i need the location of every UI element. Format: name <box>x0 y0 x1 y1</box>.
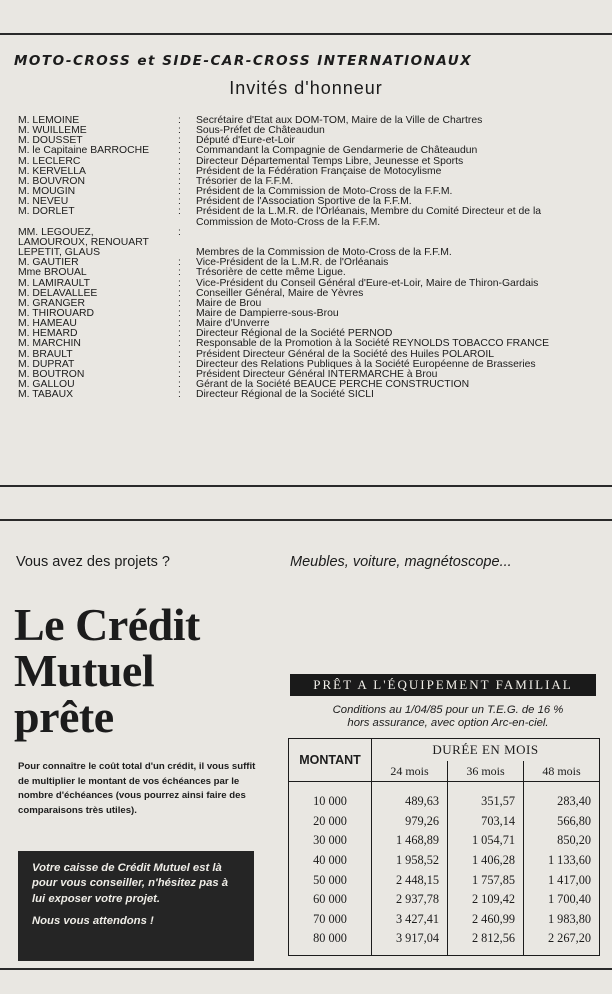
brand-verb: prête <box>14 691 114 742</box>
monthly-payment-cell: 1 054,71 <box>448 831 524 851</box>
guest-role: Trésorière de cette même Ligue. <box>196 267 346 279</box>
event-title: MOTO-CROSS et SIDE-CAR-CROSS INTERNATIONAUX <box>14 53 473 69</box>
guest-name: M. HAMEAU <box>18 318 77 330</box>
guest-role: Maire d'Unverre <box>196 318 270 330</box>
guest-name: M. BRAULT <box>18 348 73 360</box>
guest-separator: : <box>178 379 181 391</box>
table-row <box>289 782 600 812</box>
guest-role: Président de la L.M.R. de l'Orléanais, Membre du Comité Directeur et de la Commission de Moto-Cross de la F.F.M. <box>196 206 542 228</box>
guest-name: Mme BROUAL <box>18 267 87 279</box>
guest-separator: : <box>178 368 181 380</box>
loan-table <box>288 738 600 956</box>
guest-separator: : <box>178 257 181 269</box>
guest-separator: : <box>178 145 181 157</box>
monthly-payment-cell: 1 757,85 <box>448 870 524 890</box>
period-header: 24 mois <box>372 761 448 782</box>
loan-banner: PRÊT A L'ÉQUIPEMENT FAMILIAL <box>290 674 596 696</box>
amount-cell: 10 000 <box>289 782 372 812</box>
table-row <box>289 831 600 851</box>
monthly-payment-cell: 1 133,60 <box>524 851 600 871</box>
amount-cell: 20 000 <box>289 812 372 832</box>
monthly-payment-cell: 566,80 <box>524 812 600 832</box>
bottom-rule <box>0 968 612 970</box>
guest-name: M. DORLET <box>18 206 75 218</box>
guest-name: MM. LEGOUEZ, LAMOUROUX, RENOUART LEPETIT, GLAUS <box>18 226 149 259</box>
guest-separator: : <box>178 389 181 401</box>
guest-role: Président de l'Association Sportive de la F.F.M. <box>196 196 412 208</box>
amount-cell: 60 000 <box>289 890 372 910</box>
guest-list <box>18 116 608 400</box>
guest-role: Maire de Dampierre-sous-Brou <box>196 307 339 319</box>
amount-header: MONTANT <box>289 739 372 782</box>
guest-separator: : <box>178 115 181 126</box>
monthly-payment-cell: 351,57 <box>448 782 524 812</box>
guest-separator: : <box>178 277 181 289</box>
guest-role: Sous-Préfet de Châteaudun <box>196 125 325 137</box>
monthly-payment-cell: 3 917,04 <box>372 929 448 955</box>
guest-name: M. MOUGIN <box>18 186 76 198</box>
guest-row <box>18 289 608 299</box>
monthly-payment-cell: 1 958,52 <box>372 851 448 871</box>
brand-name: Le Crédit Mutuel <box>14 599 200 696</box>
monthly-payment-cell: 850,20 <box>524 831 600 851</box>
monthly-payment-cell: 979,26 <box>372 812 448 832</box>
guest-separator: : <box>178 348 181 360</box>
guest-separator: : <box>178 155 181 167</box>
guest-name: M. LAMIRAULT <box>18 277 90 289</box>
guest-row <box>18 268 608 278</box>
guest-name: M. HEMARD <box>18 328 78 340</box>
guest-separator: : <box>178 267 181 279</box>
guest-role: Président de la Commission de Moto-Cross de la F.F.M. <box>196 186 453 198</box>
guest-name: M. GALLOU <box>18 379 75 391</box>
guest-separator: : <box>178 196 181 208</box>
loan-conditions: Conditions au 1/04/85 pour un T.E.G. de 16 % hors assurance, avec option Arc-en-ciel. <box>332 704 564 729</box>
guest-row <box>18 309 608 319</box>
guest-separator: : <box>178 297 181 309</box>
period-header: 36 mois <box>448 761 524 782</box>
guest-name: M. DELAVALLEE <box>18 287 98 299</box>
guest-name: M. DOUSSET <box>18 135 83 147</box>
monthly-payment-cell: 2 460,99 <box>448 910 524 930</box>
monthly-payment-cell: 2 812,56 <box>448 929 524 955</box>
guest-separator: : <box>178 175 181 187</box>
amount-cell: 40 000 <box>289 851 372 871</box>
period-header: 48 mois <box>524 761 600 782</box>
guest-separator: : <box>178 135 181 147</box>
table-row <box>289 929 600 955</box>
monthly-payment-cell: 2 109,42 <box>448 890 524 910</box>
amount-cell: 70 000 <box>289 910 372 930</box>
advice-box <box>18 851 254 961</box>
guest-row <box>18 390 608 400</box>
middle-rule <box>0 485 612 487</box>
guest-separator: : <box>178 186 181 198</box>
monthly-payment-cell: 2 448,15 <box>372 870 448 890</box>
closing-text: Nous vous attendons ! <box>32 915 154 928</box>
monthly-payment-cell: 283,40 <box>524 782 600 812</box>
guest-name: M. LECLERC <box>18 155 81 167</box>
table-row <box>289 890 600 910</box>
guest-role: Président Directeur Général INTERMARCHE à Brou <box>196 368 438 380</box>
guest-separator: : <box>178 226 181 238</box>
guest-role: Directeur Départemental Temps Libre, Jeunesse et Sports <box>196 155 464 167</box>
table-row <box>289 910 600 930</box>
guest-row <box>18 228 608 258</box>
guest-role: Commandant la Compagnie de Gendarmerie de Châteaudun <box>196 145 478 157</box>
guest-role: Gérant de la Société BEAUCE PERCHE CONSTRUCTION <box>196 379 470 391</box>
guest-separator: : <box>178 287 181 299</box>
guest-row <box>18 167 608 177</box>
cost-explanation: Pour connaître le coût total d'un crédit, il vous suffit de multiplier le montant de vos échéances par le nombre d'échéances (vous pourrez ainsi faire des comparaisons très utiles). <box>18 761 256 816</box>
guest-role: Président de la Fédération Française de Motocylisme <box>196 165 442 177</box>
advice-text: Votre caisse de Crédit Mutuel est là pour vous conseiller, n'hésitez pas à lui exposer votre projet. <box>32 862 229 905</box>
guest-role: Responsable de la Promotion à la Société REYNOLDS TOBACCO FRANCE <box>196 338 550 350</box>
duration-header: DURÉE EN MOIS <box>372 739 600 762</box>
guest-name: M. le Capitaine BARROCHE <box>18 145 150 157</box>
monthly-payment-cell: 1 983,80 <box>524 910 600 930</box>
monthly-payment-cell: 1 700,40 <box>524 890 600 910</box>
projects-examples: Meubles, voiture, magnétoscope... <box>290 554 512 570</box>
guest-separator: : <box>178 165 181 177</box>
guest-name: M. MARCHIN <box>18 338 81 350</box>
table-row <box>289 870 600 890</box>
monthly-payment-cell: 1 406,28 <box>448 851 524 871</box>
monthly-payment-cell: 489,63 <box>372 782 448 812</box>
guest-name: M. NEVEU <box>18 196 69 208</box>
guest-name: M. BOUVRON <box>18 175 85 187</box>
monthly-payment-cell: 2 267,20 <box>524 929 600 955</box>
guest-role: Maire de Brou <box>196 297 262 309</box>
guest-role: Secrétaire d'Etat aux DOM-TOM, Maire de la Ville de Chartres <box>196 115 483 126</box>
guest-role: Directeur des Relations Publiques à la Société Européenne de Brasseries <box>196 358 536 370</box>
guest-name: M. KERVELLA <box>18 165 86 177</box>
amount-cell: 30 000 <box>289 831 372 851</box>
monthly-payment-cell: 2 937,78 <box>372 890 448 910</box>
guest-separator: : <box>178 307 181 319</box>
guest-separator: : <box>178 318 181 330</box>
guest-role: Président Directeur Général de la Société des Huiles POLAROIL <box>196 348 495 360</box>
guest-name: M. GRANGER <box>18 297 85 309</box>
guest-row <box>18 207 608 227</box>
guest-name: M. DUPRAT <box>18 358 75 370</box>
guest-row <box>18 126 608 136</box>
top-rule <box>0 33 612 35</box>
table-row <box>289 812 600 832</box>
loan-table-body <box>289 782 600 956</box>
guest-separator: : <box>178 206 181 218</box>
guest-role: Directeur Régional de la Société PERNOD <box>196 328 393 340</box>
guest-separator: : <box>178 338 181 350</box>
ad-top-rule <box>0 519 612 521</box>
table-row <box>289 851 600 871</box>
guest-name: M. LEMOINE <box>18 115 80 126</box>
guest-name: M. TABAUX <box>18 389 74 401</box>
guests-heading: Invités d'honneur <box>229 78 383 98</box>
guest-name: M. WUILLEME <box>18 125 87 137</box>
monthly-payment-cell: 3 427,41 <box>372 910 448 930</box>
guest-name: M. THIROUARD <box>18 307 95 319</box>
guest-separator: : <box>178 125 181 137</box>
amount-cell: 80 000 <box>289 929 372 955</box>
guest-name: M. BOUTRON <box>18 368 85 380</box>
guest-name: M. GAUTIER <box>18 257 79 269</box>
guest-separator: : <box>178 358 181 370</box>
guest-role: Vice-Président du Conseil Général d'Eure-et-Loir, Maire de Thiron-Gardais <box>196 277 539 289</box>
amount-cell: 50 000 <box>289 870 372 890</box>
guest-role: Conseiller Général, Maire de Yèvres <box>196 287 364 299</box>
projects-question: Vous avez des projets ? <box>16 554 170 570</box>
guest-role: Directeur Régional de la Société SICLI <box>196 389 374 401</box>
guest-role: Trésorier de la F.F.M. <box>196 175 294 187</box>
guest-role: Député d'Eure-et-Loir <box>196 135 296 147</box>
guest-role: Vice-Président de la L.M.R. de l'Orléanais <box>196 257 389 269</box>
monthly-payment-cell: 1 468,89 <box>372 831 448 851</box>
guest-separator: : <box>178 328 181 340</box>
monthly-payment-cell: 703,14 <box>448 812 524 832</box>
guest-role: Membres de la Commission de Moto-Cross de la F.F.M. <box>196 247 452 259</box>
monthly-payment-cell: 1 417,00 <box>524 870 600 890</box>
